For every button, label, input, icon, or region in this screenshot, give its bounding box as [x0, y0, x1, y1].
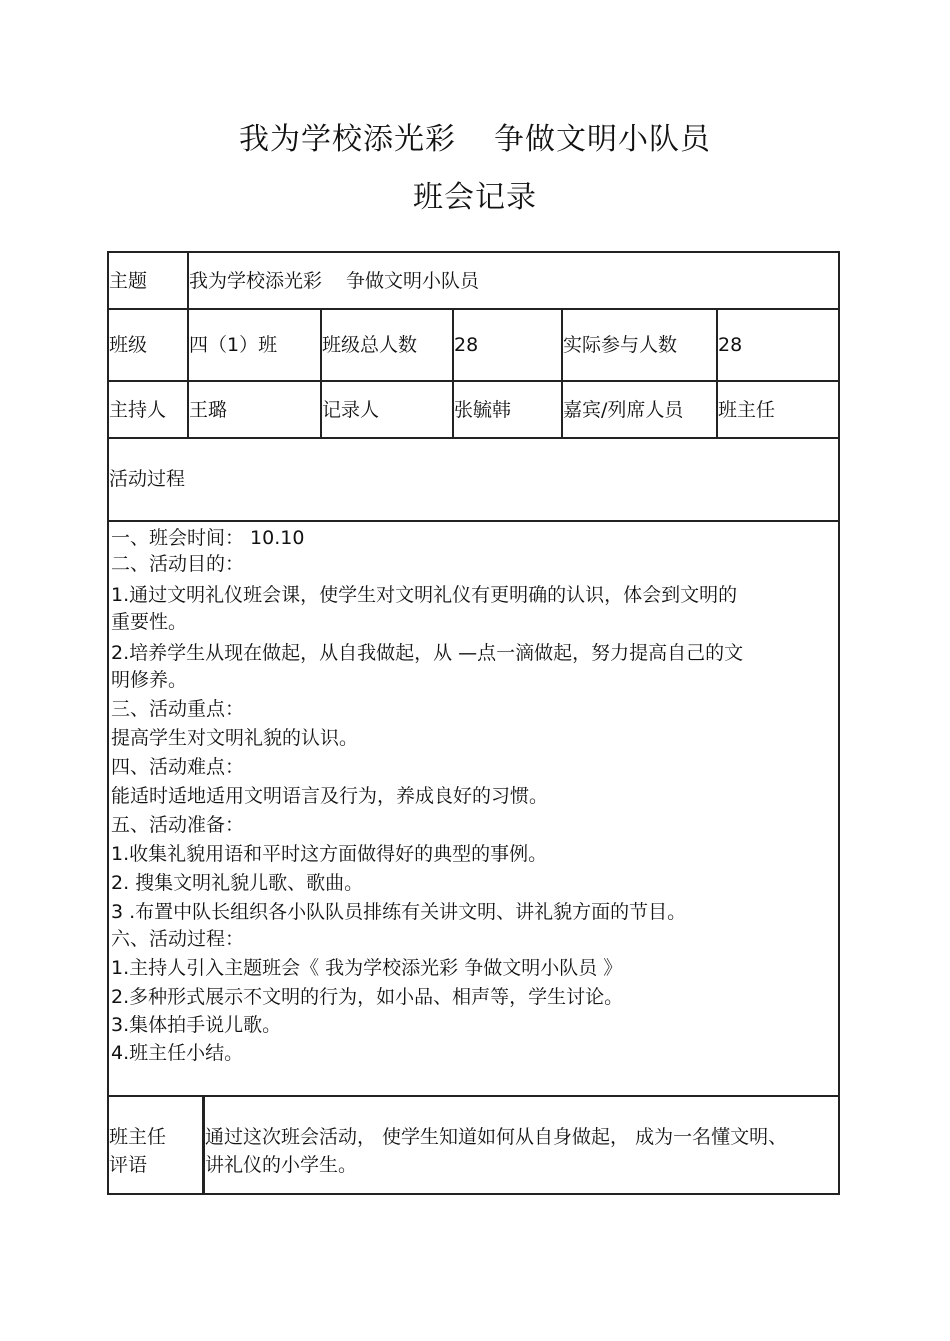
- process-line: 明修养。: [111, 669, 188, 691]
- process-line: 重要性。: [111, 611, 188, 633]
- process-line: 3.集体拍手说儿歌。: [111, 1014, 282, 1036]
- process-line: 六、活动过程：: [111, 928, 245, 950]
- class-value: 四（1）班: [189, 334, 278, 356]
- guest-value: 班主任: [718, 399, 776, 421]
- process-line: 提高学生对文明礼貌的认识。: [111, 727, 359, 749]
- actual-label: 实际参与人数: [563, 334, 678, 356]
- title-part-1: 我为学校添光彩: [239, 122, 456, 157]
- document-subtitle: 班会记录: [413, 180, 537, 215]
- process-section: [107, 437, 840, 1097]
- teacher-comment-section: [107, 1095, 840, 1195]
- process-line: 1.收集礼貌用语和平时这方面做得好的典型的事例。: [111, 843, 548, 865]
- host-label: 主持人: [109, 399, 167, 421]
- process-line: 一、班会时间： 10.10: [111, 527, 305, 549]
- document-title: [0, 114, 950, 158]
- class-label: 班级: [109, 334, 148, 356]
- recorder-value: 张毓韩: [454, 399, 512, 421]
- process-line: 五、活动准备：: [111, 814, 245, 836]
- process-line: 1.通过文明礼仪班会课，使学生对文明礼仪有更明确的认识，体会到文明的: [111, 584, 738, 606]
- process-line: 能适时适地适用文明语言及行为，养成良好的习惯。: [111, 785, 549, 807]
- process-line: 2.多种形式展示不文明的行为，如小品、相声等，学生讨论。: [111, 986, 624, 1008]
- process-line: 四、活动难点：: [111, 756, 245, 778]
- total-value: 28: [454, 334, 479, 356]
- info-table: [107, 251, 840, 439]
- comment-text-line2: 讲礼仪的小学生。: [205, 1154, 358, 1176]
- comment-label-line1: 班主任: [109, 1126, 167, 1148]
- process-line: 二、活动目的：: [111, 553, 245, 575]
- host-value: 王璐: [189, 399, 228, 421]
- theme-value: [189, 269, 479, 293]
- actual-value: 28: [718, 334, 743, 356]
- total-label: 班级总人数: [322, 334, 418, 356]
- recorder-label: 记录人: [322, 399, 380, 421]
- process-line: 2. 搜集文明礼貌儿歌、歌曲。: [111, 872, 364, 894]
- process-line: 1.主持人引入主题班会《 我为学校添光彩 争做文明小队员 》: [111, 957, 623, 979]
- theme-label: 主题: [109, 270, 148, 292]
- theme-value-part-2: 争做文明小队员: [346, 270, 480, 292]
- title-part-2: 争做文明小队员: [494, 122, 711, 157]
- process-line: 2.培养学生从现在做起，从自我做起，从 —点一滴做起，努力提高自己的文: [111, 642, 744, 664]
- process-line: 3 .布置中队长组织各小队队员排练有关讲文明、讲礼貌方面的节目。: [111, 901, 687, 923]
- comment-text-line1: 通过这次班会活动， 使学生知道如何从自身做起， 成为一名懂文明、: [205, 1126, 788, 1148]
- process-line: 三、活动重点：: [111, 698, 245, 720]
- comment-label-line2: 评语: [109, 1154, 148, 1176]
- guest-label: 嘉宾/列席人员: [563, 399, 684, 421]
- process-heading: 活动过程: [109, 468, 186, 490]
- theme-value-part-1: 我为学校添光彩: [189, 270, 323, 292]
- process-line: 4.班主任小结。: [111, 1042, 244, 1064]
